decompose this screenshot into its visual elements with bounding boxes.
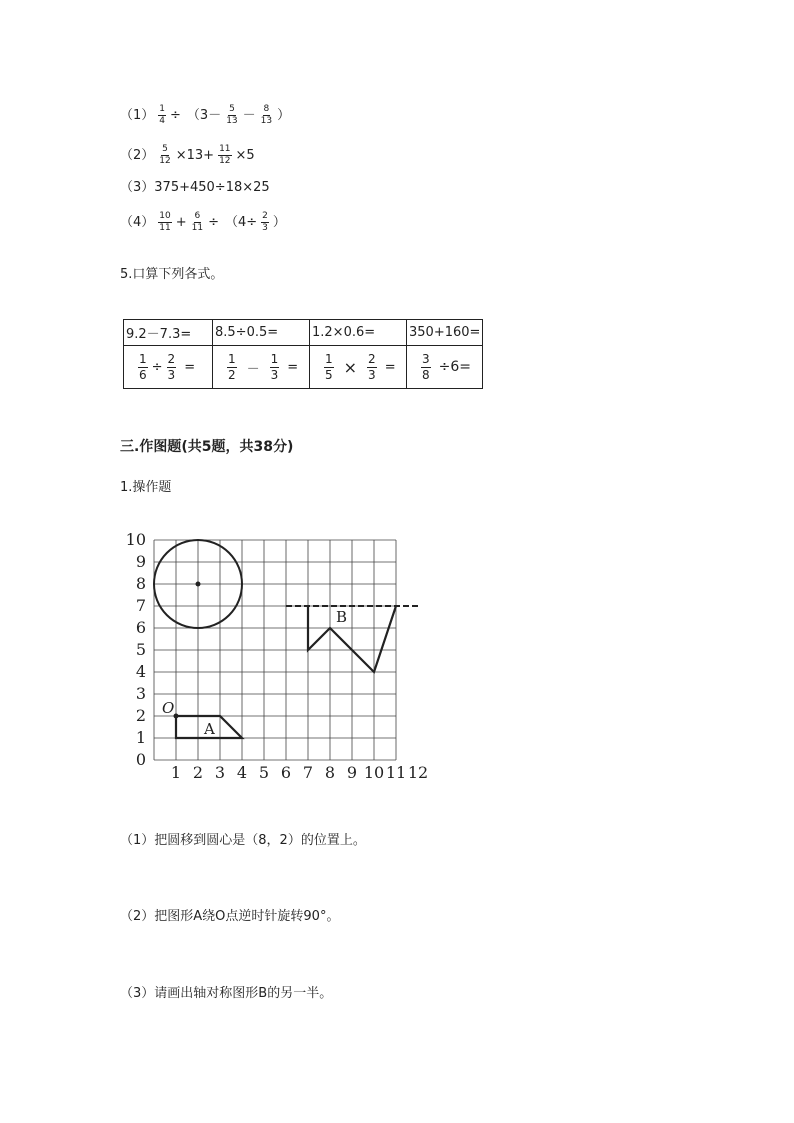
x-axis-labels — [171, 763, 428, 782]
x-tick-label: 12 — [407, 763, 429, 782]
y-tick-label: 9 — [135, 552, 146, 571]
x-tick-label: 9 — [346, 763, 358, 782]
grid-lines — [154, 540, 396, 760]
x-tick-label: 6 — [280, 763, 292, 782]
y-tick-label: 3 — [135, 684, 146, 703]
y-tick-label: 10 — [125, 530, 146, 549]
operator: － — [242, 107, 256, 123]
problem-2 — [120, 144, 255, 167]
operator: ÷ — [151, 359, 163, 375]
problem-3 — [120, 178, 270, 198]
y-tick-label: 1 — [135, 728, 146, 747]
operator: + — [175, 214, 187, 230]
fraction: $\frac{2}{3}$ — [368, 351, 376, 382]
fraction: $\frac{1}{4}$ — [159, 104, 166, 126]
table-cell[interactable] — [213, 346, 310, 389]
fraction: $\frac{1}{2}$ — [228, 351, 236, 382]
fraction: $\frac{1}{6}$ — [139, 351, 147, 382]
paren-open: （4÷ — [225, 214, 258, 230]
problem-label: （2） — [120, 147, 155, 163]
shape-b-label: B — [336, 608, 348, 626]
fraction: $\frac{2}{3}$ — [167, 351, 176, 382]
table-cell[interactable] — [124, 346, 213, 389]
problem-label: （1） — [120, 107, 155, 123]
y-axis-labels — [126, 530, 146, 769]
table-cell[interactable]: 9.2－7.3= — [124, 320, 213, 346]
x-tick-label: 10 — [363, 763, 385, 782]
table-cell[interactable]: 1.2×0.6= — [310, 320, 407, 346]
fraction: $\frac{10}{11}$ — [159, 211, 171, 233]
table-cell[interactable]: 350+160= — [407, 320, 483, 346]
y-tick-label: 7 — [135, 596, 146, 615]
section-3-title: 三.作图题(共5题，共38分) — [120, 439, 294, 455]
operator: × — [343, 357, 358, 377]
circle-center-dot — [196, 582, 201, 587]
x-tick-label: 5 — [258, 763, 270, 782]
expression: 375+450÷18×25 — [154, 180, 270, 195]
y-tick-label: 5 — [135, 640, 146, 659]
section-5-title: 5.口算下列各式。 — [120, 267, 224, 282]
x-tick-label: 11 — [385, 763, 407, 782]
y-tick-label: 8 — [135, 574, 146, 593]
y-tick-label: 0 — [135, 750, 146, 769]
operator: ÷ — [170, 107, 181, 123]
fraction: $\frac{11}{12}$ — [219, 144, 231, 166]
problem-4 — [120, 211, 286, 234]
table-cell[interactable] — [310, 346, 407, 389]
fraction: $\frac{1}{5}$ — [325, 351, 333, 382]
x-tick-label: 7 — [302, 763, 314, 782]
equals: = — [184, 359, 196, 375]
fraction: $\frac{2}{3}$ — [262, 211, 268, 233]
coordinate-grid-figure — [118, 530, 438, 790]
mental-math-table — [123, 319, 483, 389]
fraction: $\frac{5}{13}$ — [226, 104, 238, 126]
paren-open: （3－ — [186, 107, 222, 123]
y-tick-label: 4 — [135, 662, 146, 681]
problem-label: （3） — [120, 180, 155, 195]
table-cell[interactable]: 8.5÷0.5= — [213, 320, 310, 346]
table-cell[interactable] — [407, 346, 483, 389]
y-tick-label: 2 — [135, 706, 146, 725]
fraction: $\frac{3}{8}$ — [422, 351, 430, 382]
x-tick-label: 3 — [214, 763, 226, 782]
problem-label: （4） — [120, 214, 155, 230]
instruction-3: （3）请画出轴对称图形B的另一半。 — [120, 986, 333, 1001]
y-tick-label: 6 — [135, 618, 146, 637]
equals: = — [287, 359, 299, 375]
fraction: $\frac{6}{11}$ — [191, 211, 204, 233]
operator: ÷6= — [438, 359, 472, 375]
paren-close: ） — [272, 214, 286, 230]
expression-part: ×13+ — [175, 147, 215, 163]
x-tick-label: 8 — [324, 763, 336, 782]
instruction-1: （1）把圆移到圆心是（8，2）的位置上。 — [120, 833, 366, 848]
expression-part: ×5 — [235, 147, 255, 163]
x-tick-label: 4 — [236, 763, 248, 782]
shape-a-label: A — [204, 720, 215, 738]
x-tick-label: 1 — [170, 763, 182, 782]
fraction: $\frac{8}{13}$ — [260, 104, 273, 126]
instruction-2: （2）把图形A绕O点逆时针旋转90°。 — [120, 909, 340, 924]
point-o-label: O — [162, 699, 175, 717]
operator: － — [246, 361, 260, 377]
x-tick-label: 2 — [192, 763, 204, 782]
paren-close: ） — [277, 107, 291, 123]
fraction: $\frac{1}{3}$ — [270, 351, 279, 382]
problem-1 — [120, 104, 290, 127]
table-row — [124, 320, 483, 346]
operator: ÷ — [208, 214, 219, 230]
fraction: $\frac{5}{12}$ — [159, 144, 171, 166]
table-row — [124, 346, 483, 389]
question-1-title: 1.操作题 — [120, 480, 172, 495]
equals: = — [384, 359, 396, 375]
